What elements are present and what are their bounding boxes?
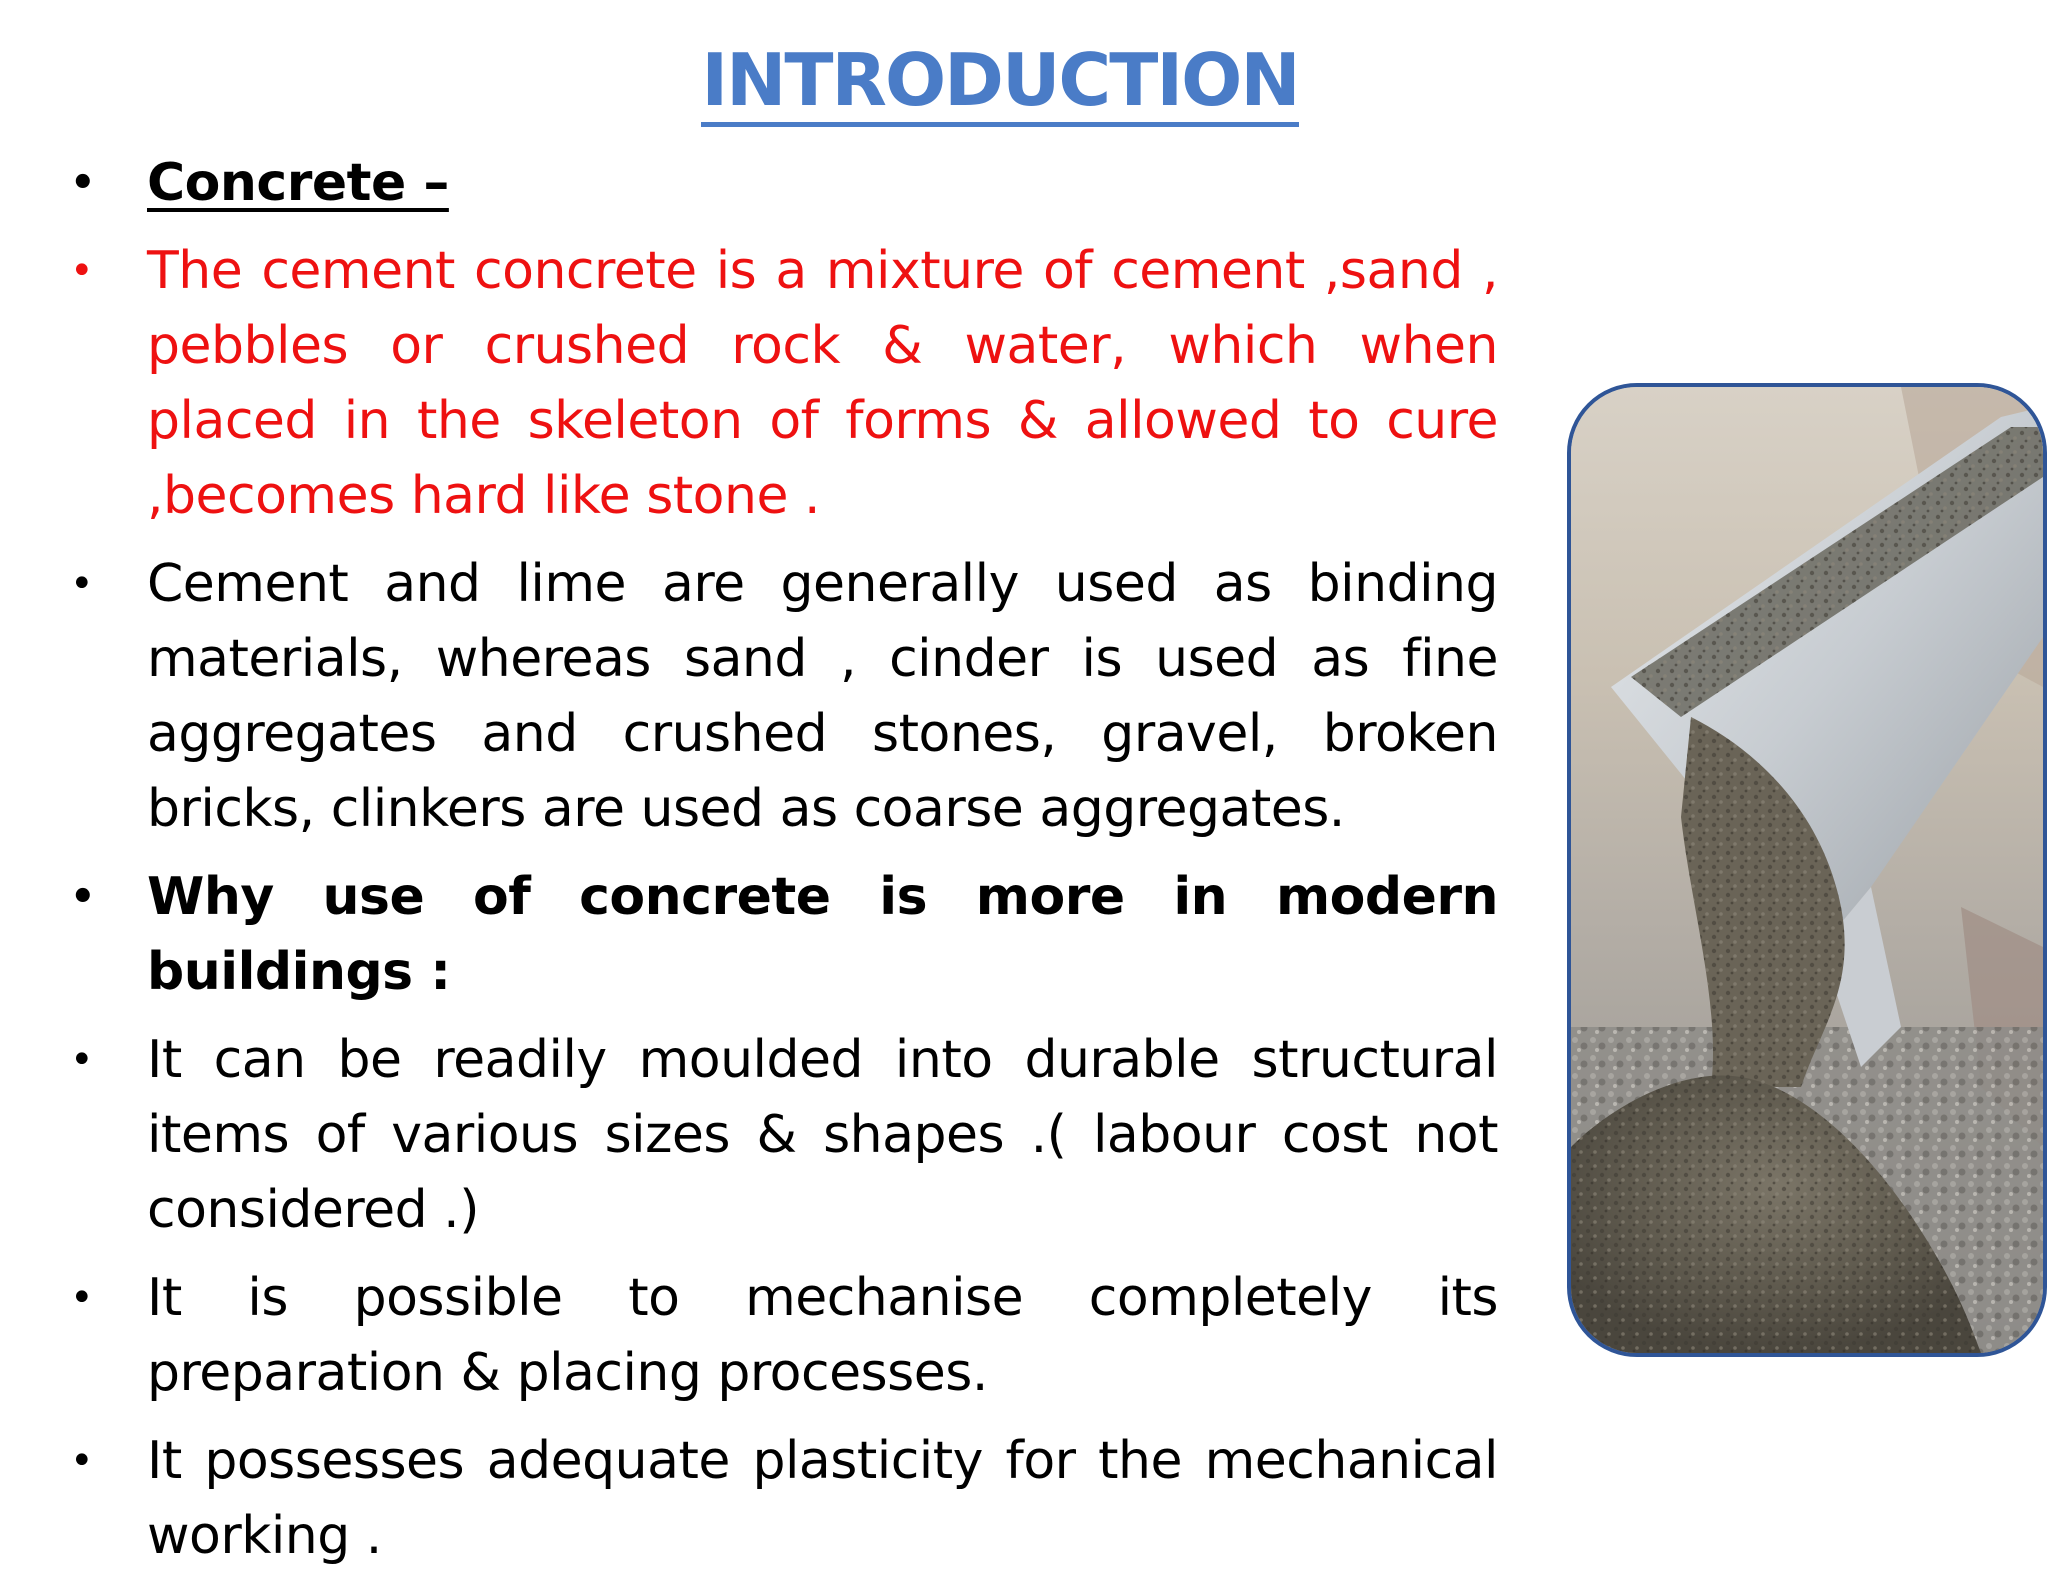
bullet-dot: • [70, 1438, 94, 1484]
bullet-dot: • [70, 874, 96, 920]
concrete-pour-illustration [1571, 387, 2043, 1353]
bullet-dot: • [70, 1275, 94, 1321]
slide-title-text: INTRODUCTION [701, 38, 1298, 127]
slide-title [0, 36, 2000, 124]
bullet-item [60, 547, 1498, 847]
bullet-text: Concrete – [147, 153, 449, 213]
bullet-dot: • [70, 160, 96, 206]
bullet-item [60, 146, 1498, 221]
concrete-pour-photo [1567, 383, 2047, 1357]
bullet-item [60, 234, 1498, 534]
bullet-text: The cement concrete is a mixture of cement ,sand , pebbles or crushed rock & water, which when placed in the skeleton of forms & allowed to cure ,becomes hard like stone . [147, 241, 1498, 526]
bullet-item [60, 1023, 1498, 1248]
bullet-dot: • [70, 1037, 94, 1083]
bullet-item [60, 860, 1498, 1010]
bullet-dot: • [70, 561, 94, 607]
bullet-list [60, 146, 1498, 1587]
bullet-item [60, 1261, 1498, 1411]
bullet-item [60, 1424, 1498, 1574]
bullet-text: It is possible to mechanise completely its preparation & placing processes. [147, 1268, 1498, 1403]
bullet-text: It can be readily moulded into durable structural items of various sizes & shapes .( labour cost not considered .) [147, 1030, 1498, 1240]
bullet-dot: • [70, 248, 94, 294]
bullet-text: Why use of concrete is more in modern buildings : [147, 867, 1498, 1002]
bullet-text: Cement and lime are generally used as binding materials, whereas sand , cinder is used as fine aggregates and crushed stones, gravel, broken bricks, clinkers are used as coarse aggregates. [147, 554, 1498, 839]
bullet-text: It possesses adequate plasticity for the mechanical working . [147, 1431, 1498, 1566]
